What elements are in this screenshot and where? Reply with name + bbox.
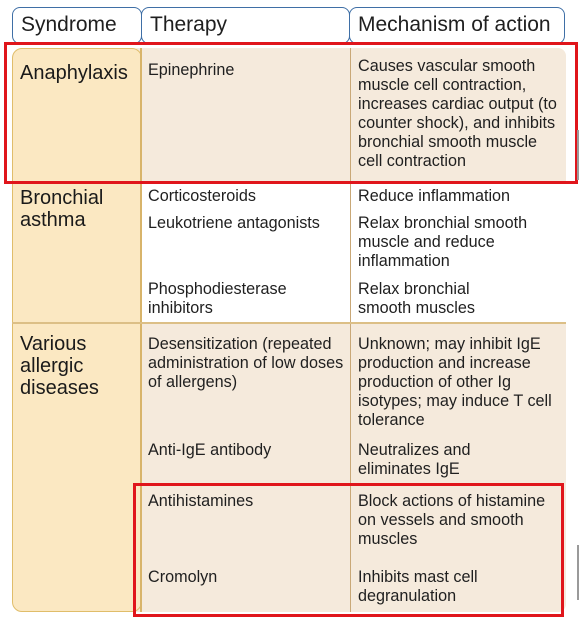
mechanism-anti-ige: Neutralizes and eliminates IgE — [358, 441, 471, 478]
right-edge-mark-bottom — [577, 545, 579, 600]
therapy-epinephrine: Epinephrine — [148, 61, 235, 79]
syndrome-allergic-diseases: Various allergic diseases — [20, 333, 99, 399]
therapy-cromolyn: Cromolyn — [148, 568, 218, 586]
mechanism-phosphodiesterase: Relax bronchial smooth muscles — [358, 280, 475, 317]
therapy-phosphodiesterase: Phosphodiesterase inhibitors — [148, 280, 287, 317]
header-syndrome: Syndrome — [12, 7, 142, 44]
mechanism-antihistamines: Block actions of histamine on vessels and smooth muscles — [358, 492, 546, 548]
therapy-corticosteroids: Corticosteroids — [148, 187, 256, 205]
header-therapy: Therapy — [141, 7, 350, 44]
syndrome-bronchial-asthma: Bronchial asthma — [20, 187, 104, 231]
syndrome-anaphylaxis: Anaphylaxis — [20, 62, 128, 84]
highlight-box-antihistamines-cromolyn — [133, 483, 564, 617]
highlight-box-anaphylaxis — [4, 42, 578, 184]
therapy-anti-ige: Anti-IgE antibody — [148, 441, 272, 459]
mechanism-cromolyn: Inhibits mast cell degranulation — [358, 568, 478, 605]
therapy-antihistamines: Antihistamines — [148, 492, 254, 510]
mechanism-desensitization: Unknown; may inhibit IgE production and increase production of other Ig isotypes; may induce T cell tolerance — [358, 335, 552, 429]
mechanism-epinephrine: Causes vascular smooth muscle cell contraction, increases cardiac output (to counter shock), and inhibits bronchial smooth muscle cell contraction — [358, 57, 557, 170]
right-edge-mark-top — [577, 130, 579, 180]
mechanism-corticosteroids: Reduce inflammation — [358, 187, 511, 205]
therapy-desensitization: Desensitization (repeated administration of low doses of allergens) — [148, 335, 344, 391]
header-mechanism: Mechanism of action — [349, 7, 565, 44]
therapy-leukotriene: Leukotriene antagonists — [148, 214, 320, 232]
row-divider-2 — [12, 322, 566, 324]
mechanism-leukotriene: Relax bronchial smooth muscle and reduce inflammation — [358, 214, 528, 270]
